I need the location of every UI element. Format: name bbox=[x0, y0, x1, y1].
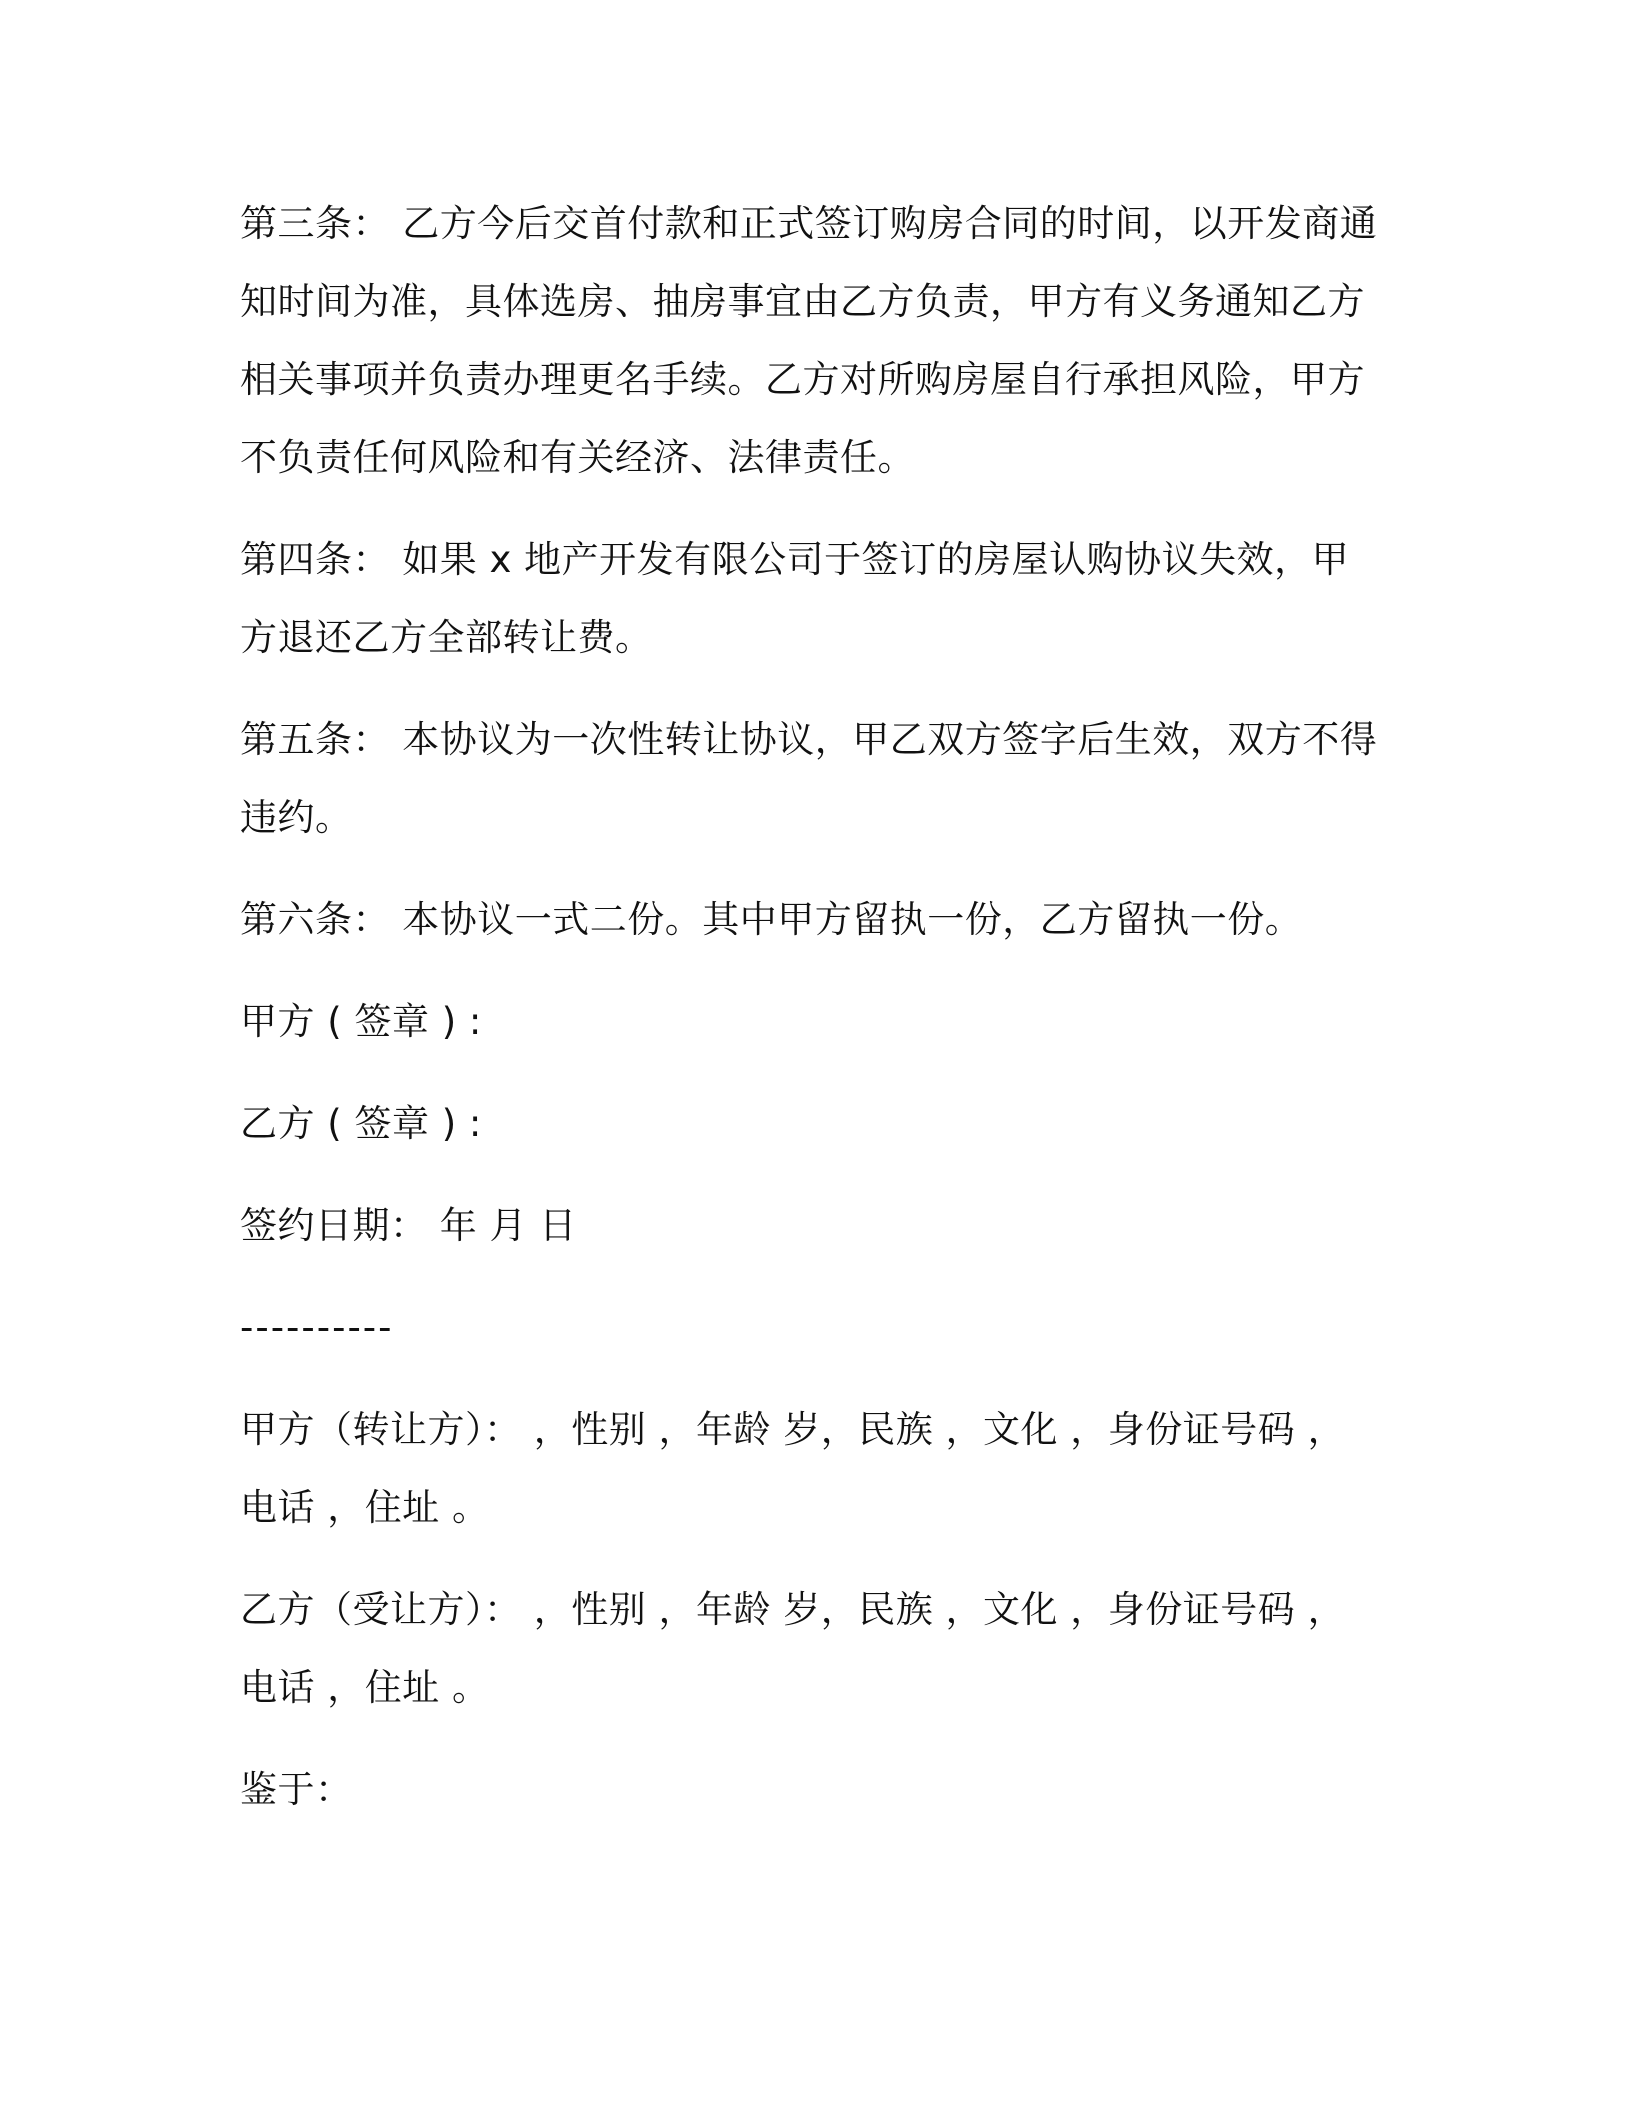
article-6: 第六条： 本协议一式二份。其中甲方留执一份，乙方留执一份。 bbox=[240, 898, 1303, 941]
article-4: 第四条： 如果 x 地产开发有限公司于签订的房屋认购协议失效，甲方退还乙方全部转让费。 bbox=[240, 538, 1350, 659]
signing-date-line: 签约日期： 年 月 日 bbox=[240, 1204, 577, 1247]
party-b-signature-line: 乙方 ( 签章 ) : bbox=[240, 1102, 482, 1145]
document-body bbox=[240, 185, 1380, 1853]
party-a-details: 甲方（转让方）： ，性别 ，年龄 岁，民族 ，文化 ，身份证号码 ，电话 ，住址 。 bbox=[240, 1408, 1346, 1529]
party-b-details: 乙方（受让方）： ，性别 ，年龄 岁，民族 ，文化 ，身份证号码 ，电话 ，住址 。 bbox=[240, 1588, 1346, 1709]
whereas-heading: 鉴于： bbox=[240, 1768, 353, 1811]
party-a-signature-line: 甲方 ( 签章 ) : bbox=[240, 1000, 482, 1043]
article-3: 第三条： 乙方今后交首付款和正式签订购房合同的时间，以开发商通知时间为准，具体选房、抽房事宜由乙方负责，甲方有义务通知乙方相关事项并负责办理更名手续。乙方对所购房屋自行承担风险，甲方不负责任何风险和有关经济、法律责任。 bbox=[240, 202, 1378, 479]
article-5: 第五条： 本协议为一次性转让协议，甲乙双方签字后生效，双方不得违约。 bbox=[240, 718, 1378, 839]
section-divider: ---------- bbox=[240, 1306, 394, 1349]
